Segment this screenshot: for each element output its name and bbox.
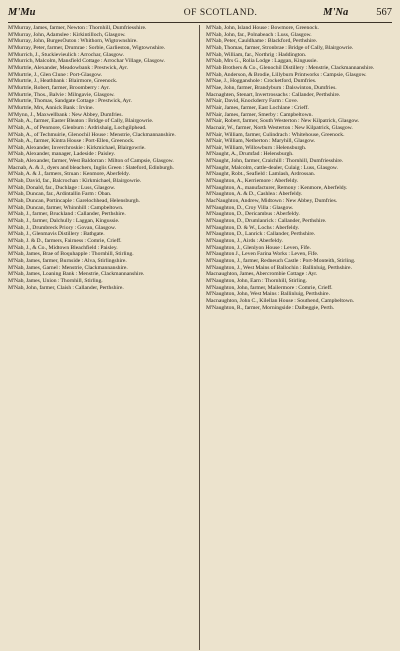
- directory-entry: M'Nab, Alexander, Inverchroskie : Kirkmichael, Blairgowrie.: [8, 144, 146, 151]
- directory-entry: M'Nair, William, Netherton : Maryhill, Glasgow.: [206, 138, 316, 145]
- directory-entry: M'Naughton, D., Dericambus : Aberfeldy.: [206, 211, 300, 218]
- page-header: [8, 6, 392, 20]
- directory-entry: M'Murtrie, Mrs, Annick Bank : Irvine.: [8, 104, 94, 111]
- directory-entry: M'Mynn, J., Maxwellbank : New Abbey, Dumfries.: [8, 111, 123, 118]
- directory-entry: M'Nair, Robert, farmer, South Westerton : New Kilpatrick, Glasgow.: [206, 118, 360, 125]
- directory-entry: M'Murtrie, Thos., Balvie : Milngavie, Glasgow.: [8, 91, 115, 98]
- directory-entry: M'Nab, John, Island House : Bowmore, Greenock.: [206, 25, 319, 31]
- directory-entry: M'Nair, William, farmer, Culindrach : Whitehouse, Greenock.: [206, 131, 345, 138]
- directory-entry: M'Nab, J., Glenmavis Distillery : Bathgate.: [8, 231, 105, 238]
- directory-entry: M'Murrich, Malcolm, Mansfield Cottage : Arrochar Village, Glasgow.: [8, 58, 165, 65]
- directory-entry: M'Nab, Thomas, farmer, Stronbrae : Bridge of Cally, Blairgowrie.: [206, 44, 354, 51]
- directory-entry: M'Naughton, J., West Mains of Ballochin : Ballinluig, Perthshire.: [206, 264, 352, 271]
- directory-entry: M'Naughton, A. & D., Cashlea : Aberfeldy.: [206, 191, 303, 198]
- directory-entry: M'Nair, James, farmer, Smerby : Campbeltown.: [206, 111, 313, 118]
- directory-entry: M'Naughton, John, West Mains : Ballinluig, Perthshire.: [206, 291, 330, 298]
- header-title: OF SCOTLAND.: [183, 8, 258, 18]
- directory-entry: M'Nab, James, Garnel : Menstrie, Clackmannanshire.: [8, 264, 128, 271]
- directory-entry: Macnab, A. & J., dyers and bleachers, Inglis Green : Slateford, Edinburgh.: [8, 164, 174, 171]
- directory-entry: M'Nab, Duncan, far., Ardintallin Farm : Oban.: [8, 191, 112, 198]
- directory-entry: M'Nab, A., farmer, Kintra House : Port-Ellen, Greenock.: [8, 138, 135, 145]
- directory-entry: M'Murrich, J., Stuckievieulich : Arrochar, Glasgow.: [8, 51, 124, 58]
- directory-entry: M'Nab, John, farmer, Claish : Callander, Perthshire.: [8, 284, 124, 291]
- directory-entry: MacNaughton, Andrew, Midtown : New Abbey, Dumfries.: [206, 198, 338, 205]
- directory-entry: M'Nab, William, far., Northrig : Haddington.: [206, 51, 307, 58]
- directory-entry: M'Nab, J., farmer, Dalchully : Laggan, Kingussie.: [8, 218, 120, 225]
- directory-entry: M'Naught, John, farmer, Craichill : Thornhill, Dumfriesshire.: [206, 158, 344, 165]
- header-rule: [8, 22, 392, 23]
- directory-entry: M'Nae, J., Hogganshole : Crocketford, Dumfries.: [206, 78, 317, 85]
- left-column: [8, 25, 194, 650]
- directory-columns: [8, 25, 392, 650]
- directory-entry: M'Nab, J. & D., farmers, Fairness : Comrie, Crieff.: [8, 238, 122, 244]
- directory-entry: M'Nair, James, farmer, East Lochlane : Crieff.: [206, 104, 309, 111]
- directory-entry: M'Naughton, D. & W., Lochs : Aberfeldy.: [206, 224, 300, 231]
- directory-entry: M'Naughton, R., farmer, Morningside : Dalbeggie, Perth.: [206, 304, 335, 311]
- header-right: [323, 6, 392, 20]
- directory-entry: Macnair, W., farmer, North Westerton : New Kilpatrick, Glasgow.: [206, 124, 353, 131]
- directory-entry: M'Nab, David, far., Balcrochan : Kirkmichael, Blairgowrie.: [8, 178, 142, 185]
- directory-entry: M'Murtrie, Robert, farmer, Broomberry : Ayr.: [8, 84, 110, 91]
- directory-entry: M'Naught, Malcolm, cattle-dealer, Culaig : Luss, Glasgow.: [206, 164, 338, 171]
- directory-entry: M'Nair, William, Willowburn : Helensburgh.: [206, 144, 307, 151]
- directory-entry: M'Naught, A., Drumfad : Helensburgh.: [206, 151, 294, 158]
- directory-entry: M'Nab, J., & Co., Midtown Bleachfield : Paisley.: [8, 244, 118, 251]
- directory-entry: M'Nab, James, farmer, Burnside : Alva, Stirlingshire.: [8, 257, 127, 264]
- directory-entry: M'Nab, A. & J., farmers, Struan : Kenmore, Aberfeldy.: [8, 171, 131, 178]
- directory-entry: M'Murtrie, J., Glen Clune : Port-Glasgow.: [8, 71, 103, 78]
- directory-entry: M'Nab, John, far., Polnabeach : Luss, Glasgow.: [206, 31, 312, 38]
- right-column: [206, 25, 392, 650]
- directory-entry: M'Murray, James, farmer, Newton : Thornhill, Dumfriesshire.: [8, 25, 147, 31]
- directory-entry: M'Nab, Mrs G., Rolia Lodge : Laggan, Kingussie.: [206, 58, 318, 65]
- directory-entry: M'Naughton, D., Lanrick : Callander, Perthshire.: [206, 231, 316, 238]
- directory-entry: M'Nab, Alexander, farmer, West Baldorran : Milton of Campsie, Glasgow.: [8, 158, 174, 165]
- directory-entry: M'Nae, John, farmer, Brandyburn : Dalswinton, Dumfries.: [206, 84, 337, 91]
- directory-entry: M'Naughton, A., manufacturer, Remony : Kenmore, Aberfeldy.: [206, 184, 348, 191]
- directory-entry: M'Nab, Donald, far., Duchlage : Luss, Glasgow.: [8, 184, 116, 191]
- directory-entry: M'Nab, J., Drumbreck Priory : Govan, Glasgow.: [8, 224, 117, 231]
- directory-entry: M'Murtrie, Alexander, Meadowbank : Prestwick, Ayr.: [8, 64, 129, 71]
- directory-entry: M'Nair, David, Knockderry Farm : Cove.: [206, 98, 299, 105]
- directory-entry: M'Naughton J., Leven Farina Works : Leven, Fife.: [206, 251, 319, 258]
- directory-entry: M'Naughton, John, farmer, Mailermore : Comrie, Crieff.: [206, 284, 333, 291]
- directory-entry: M'Nab, A., of Techmuirie, Glenochil House : Menstrie, Clackmannanshire.: [8, 131, 176, 138]
- directory-entry: M'Nab, Anderson, & Brodie, Lillyburn Printworks : Campsie, Glasgow.: [206, 71, 367, 78]
- directory-entry: M'Nab, James, Union : Thornhill, Stirling.: [8, 277, 103, 284]
- directory-entry: M'Naughton, John, Earn : Thornhill, Stirling.: [206, 277, 307, 284]
- page-number: 567: [376, 7, 392, 18]
- directory-entry: Macnaughton, James, Abercrombie Cottage : Ayr.: [206, 271, 318, 278]
- header-left-abbreviation: M'Mu: [8, 7, 36, 18]
- directory-entry: M'Nab, James, Loaning Bank : Menstrie, Clackmannanshire.: [8, 271, 145, 278]
- directory-entry: M'Murtrie, Thomas, Sandgate Cottage : Prestwick, Ayr.: [8, 98, 132, 105]
- directory-entry: M'Naughton, J., Airds : Aberfeldy.: [206, 238, 283, 244]
- directory-entry: M'Naughton, J., Glenlyon House : Leven, Fife.: [206, 244, 311, 251]
- directory-entry: M'Nab Brothers & Co., Glenochil Distillery : Menstrie, Clackmannanshire.: [206, 64, 375, 71]
- directory-entry: M'Nab, Alexander, manager, Ladeside : Paisley.: [8, 151, 116, 158]
- directory-entry: M'Murtrie, J., Heathbank : Blairmore, Greenock.: [8, 78, 118, 85]
- directory-entry: M'Nab, Duncan, farmer, Whinnhill : Campbeltown.: [8, 204, 124, 211]
- directory-entry: M'Nab, A., of Penmore, Glenburn : Ardrishaig, Lochgilphead.: [8, 124, 147, 131]
- directory-entry: M'Nab, Duncan, Portincaple : Garelochhead, Helensburgh.: [8, 198, 140, 205]
- directory-entry: M'Nab, A., farmer, Easter Bleaton : Bridge of Cally, Blairgowrie.: [8, 118, 154, 125]
- directory-entry: M'Nab, James, Brae of Boquhapple : Thornhill, Stirling.: [8, 251, 134, 258]
- directory-entry: Macnaghten, Stenart, Invertrossachs : Callander, Perthshire.: [206, 91, 341, 98]
- directory-entry: M'Nab, Peter, Cauldhame : Blackford, Perthshire.: [206, 38, 318, 45]
- directory-entry: M'Naughton, J., farmer, Redneuch Castle : Port-Monteith, Stirling.: [206, 257, 356, 264]
- directory-entry: M'Naughton, D., Drumlanrick : Callander, Perthshire.: [206, 218, 327, 225]
- directory-entry: M'Murray, John, BurgesOuton : Whithorn, Wigtownshire.: [8, 38, 138, 45]
- directory-entry: M'Nab, J., farmer, Bruckland : Callander, Perthshire.: [8, 211, 126, 218]
- header-right-abbreviation: M'Na: [323, 7, 349, 18]
- directory-entry: M'Naughton, D., Croy Villa : Glasgow.: [206, 204, 294, 211]
- directory-entry: M'Murray, Peter, farmer, Drumrae : Sorbie, Garlieston, Wigtownshire.: [8, 44, 166, 51]
- directory-entry: Macnaughton, John C., Kilellan House : Southend, Campbeltown.: [206, 297, 355, 304]
- directory-entry: M'Naught, Robt., Seafield : Lamlash, Ardrossan.: [206, 171, 316, 178]
- directory-entry: M'Murray, John, Adamslee : Kirkintilloch, Glasgow.: [8, 31, 126, 38]
- directory-entry: M'Naughton, A., Kerriemore : Aberfeldy.: [206, 178, 299, 185]
